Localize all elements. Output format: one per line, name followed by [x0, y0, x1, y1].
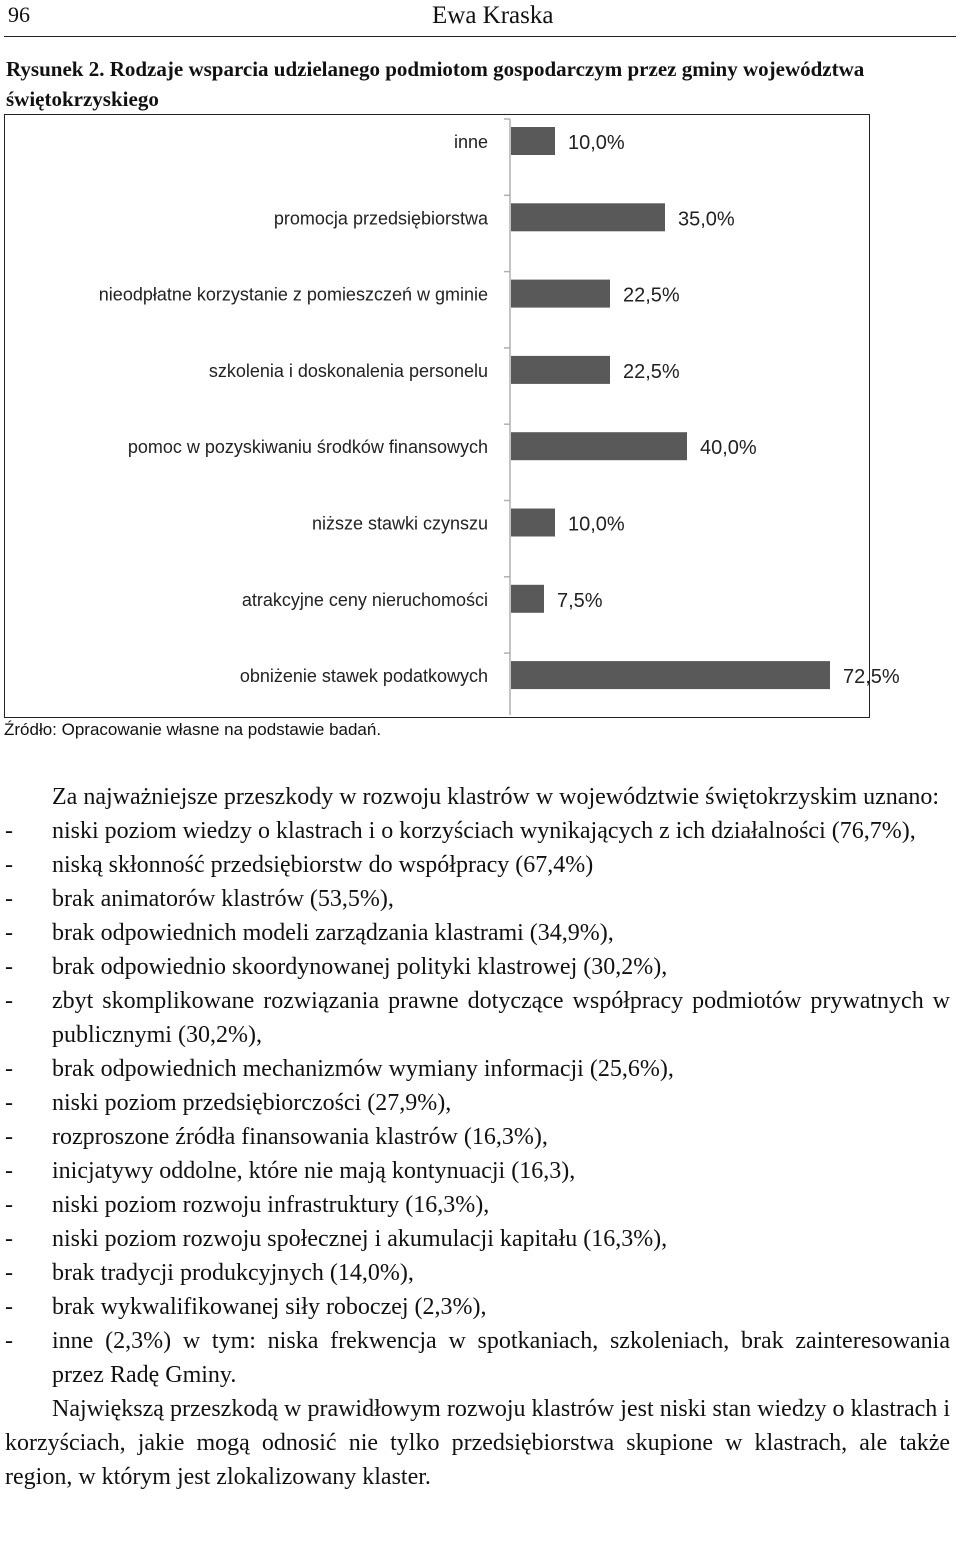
list-dash: -: [5, 1056, 13, 1082]
data-label: 40,0%: [700, 437, 757, 460]
list-item: [5, 1086, 950, 1120]
chart-bar: [511, 432, 687, 460]
category-label: pomoc w pozyskiwaniu środków finansowych: [127, 437, 488, 458]
category-label: niższe stawki czynszu: [311, 513, 488, 534]
category-label: inne: [453, 132, 488, 152]
list-dash: -: [5, 1158, 13, 1184]
bar-chart-figure: [4, 114, 900, 718]
list-item: [5, 1154, 950, 1188]
list-item-text: inne (2,3%) w tym: niska frekwencja w spotkaniach, szkoleniach, brak zainteresowania przez Radę Gminy.: [52, 1328, 950, 1388]
list-item-text: inicjatywy oddolne, które nie mają kontynuacji (16,3),: [52, 1158, 576, 1184]
body-text: [5, 780, 950, 1494]
list-item: [5, 1120, 950, 1154]
list-item-text: niski poziom rozwoju społecznej i akumulacji kapitału (16,3%),: [52, 1226, 668, 1252]
list-item: [5, 848, 950, 882]
list-item-text: brak wykwalifikowanej siły roboczej (2,3%),: [52, 1294, 487, 1320]
list-item-text: brak tradycji produkcyjnych (14,0%),: [52, 1260, 414, 1286]
category-label: promocja przedsiębiorstwa: [273, 208, 488, 229]
list-dash: -: [5, 818, 13, 844]
list-item-text: brak odpowiednio skoordynowanej polityki klastrowej (30,2%),: [52, 954, 668, 980]
chart-bar: [511, 280, 610, 308]
list-item: [5, 950, 950, 984]
data-label: 7,5%: [557, 589, 603, 612]
chart-bar: [511, 509, 555, 537]
obstacles-list: [5, 814, 950, 1392]
list-item: [5, 1256, 950, 1290]
list-dash: -: [5, 954, 13, 980]
data-label: 22,5%: [623, 284, 680, 307]
figure-caption: Rysunek 2. Rodzaje wsparcia udzielanego podmiotom gospodarczym przez gminy województwa świętokrzyskiego: [6, 57, 865, 111]
list-dash: -: [5, 1090, 13, 1116]
list-item-text: rozproszone źródła finansowania klastrów (16,3%),: [52, 1124, 548, 1150]
list-item: [5, 1052, 950, 1086]
list-item-text: brak animatorów klastrów (53,5%),: [52, 886, 394, 912]
closing-paragraph: Największą przeszkodą w prawidłowym rozwoju klastrów jest niski stan wiedzy o klastrach i korzyściach, jakie mogą odnosić nie tylko przedsiębiorstwa skupione w klastrach, ale także region, w którym jest zlokalizowany klaster.: [5, 1396, 950, 1490]
list-dash: -: [5, 988, 13, 1014]
running-header-author: Ewa Kraska: [432, 2, 554, 29]
list-dash: -: [5, 1124, 13, 1150]
list-dash: -: [5, 886, 13, 912]
data-label: 35,0%: [678, 208, 735, 231]
list-item-text: niski poziom przedsiębiorczości (27,9%),: [52, 1090, 452, 1116]
category-label: szkolenia i doskonalenia personelu: [208, 360, 488, 381]
figure-source: Źródło: Opracowanie własne na podstawie badań.: [4, 720, 382, 739]
data-label: 10,0%: [568, 513, 625, 536]
list-item: [5, 984, 950, 1052]
bar-chart: [5, 115, 900, 719]
list-dash: -: [5, 920, 13, 946]
chart-bar: [511, 585, 544, 613]
data-label: 72,5%: [843, 666, 900, 689]
list-item: [5, 916, 950, 950]
list-item-text: niski poziom wiedzy o klastrach i o korzyściach wynikających z ich działalności (76,7%),: [52, 818, 916, 844]
list-item-text: niski poziom rozwoju infrastruktury (16,3%),: [52, 1192, 490, 1218]
category-label: atrakcyjne ceny nieruchomości: [241, 589, 488, 610]
list-dash: -: [5, 1294, 13, 1320]
list-dash: -: [5, 1226, 13, 1252]
chart-bar: [511, 127, 555, 155]
chart-bar: [511, 203, 665, 231]
intro-paragraph: Za najważniejsze przeszkody w rozwoju klastrów w województwie świętokrzyskim uznano:: [52, 784, 940, 810]
data-label: 10,0%: [568, 132, 625, 154]
list-item-text: brak odpowiednich modeli zarządzania klastrami (34,9%),: [52, 920, 614, 946]
list-item-text: zbyt skomplikowane rozwiązania prawne dotyczące współpracy podmiotów prywatnych w publicznymi (30,2%),: [52, 988, 950, 1048]
list-item: [5, 1222, 950, 1256]
list-item: [5, 1290, 950, 1324]
list-item: [5, 1324, 950, 1392]
list-dash: -: [5, 1260, 13, 1286]
chart-bar: [511, 661, 830, 689]
category-label: nieodpłatne korzystanie z pomieszczeń w gminie: [98, 284, 488, 305]
list-dash: -: [5, 1192, 13, 1218]
running-header: [4, 0, 956, 37]
category-label: obniżenie stawek podatkowych: [239, 666, 488, 687]
list-item: [5, 882, 950, 916]
list-item-text: niską skłonność przedsiębiorstw do współpracy (67,4%): [52, 852, 594, 878]
list-dash: -: [5, 852, 13, 878]
data-label: 22,5%: [623, 360, 680, 383]
chart-bar: [511, 356, 610, 384]
list-dash: -: [5, 1328, 13, 1354]
page-number: 96: [8, 2, 30, 27]
list-item-text: brak odpowiednich mechanizmów wymiany informacji (25,6%),: [52, 1056, 674, 1082]
list-item: [5, 1188, 950, 1222]
list-item: [5, 814, 950, 848]
